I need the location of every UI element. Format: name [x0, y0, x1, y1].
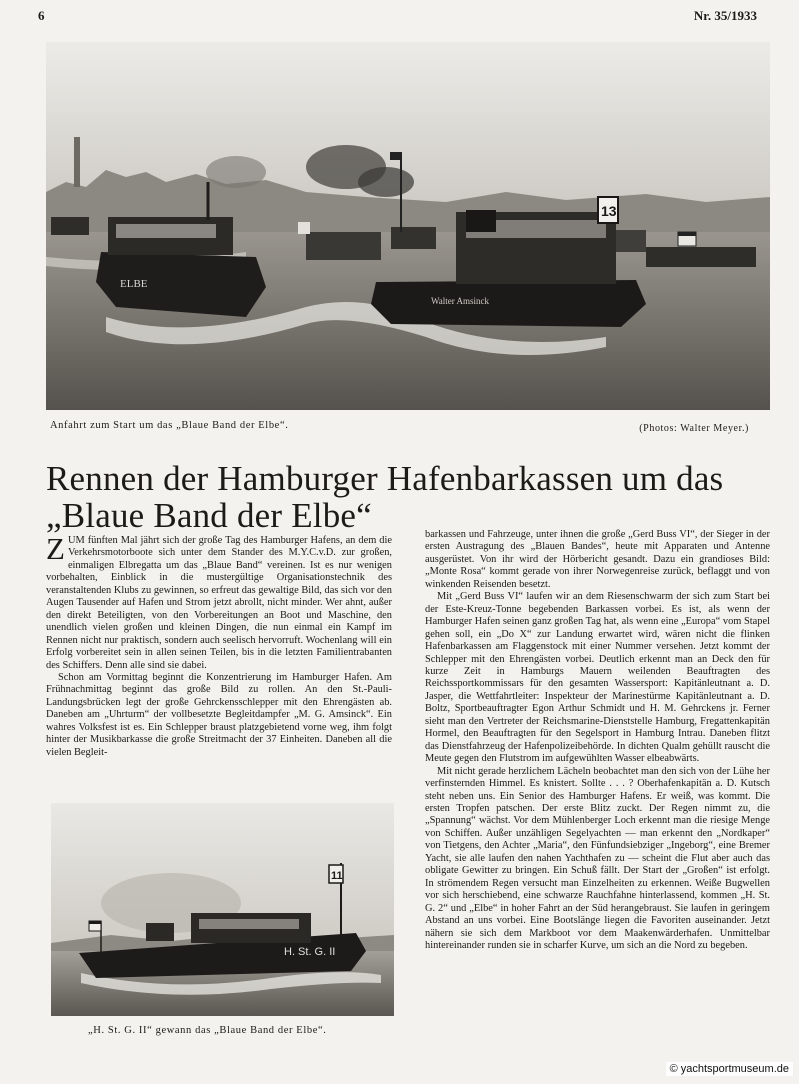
issue-number: Nr. 35/1933: [693, 8, 757, 23]
article-column-right: [425, 529, 770, 952]
photo-harbor-barges-illustration: [46, 42, 770, 410]
boat-label-amsinck: Walter Amsinck: [431, 296, 490, 306]
boat-label-hstg: H. St. G. II: [284, 946, 336, 958]
page-number: 6: [38, 8, 45, 23]
article-title: Rennen der Hamburger Hafenbarkassen um das „Blaue Band der Elbe“: [46, 459, 724, 535]
article-paragraph-0-text: UM fünften Mal jährt sich der große Tag des Hamburger Hafens, an dem die Verkehrsmotorboote sich unter dem Stander des M.Y.C.v.D. zur großen, einmaligen Elbregatta um das „Blaue Band“ vereinen. Ist es nur wenigen vorbehalten, Einblick in die mustergültige Organisationstechnik des veranstaltenden Klubs zu gewinnen, so erfreut das gewaltige Bild, das sich vor den Augen Tausender auf Hafen und Strom jetzt abrollt, nicht minder. Wer ahnt, außer den direkt Beteiligten, von den Vorbereitungen an Boot und Maschine, den unendlich vielen großen und kleinen Dingen, die nun einmal ein Kampf im Rennen nicht nur praktisch, sondern auch seelisch hervorruft. Wochenlang will ein Erfolg vorbereitet sein in allen seinen Teilen, bis in die letzten Familientrabanten des Schiffers. Denn alle sind sie dabei.: [46, 535, 392, 671]
boat-label-11: 11: [331, 870, 343, 882]
article-paragraph-1: Schon am Vormittag beginnt die Konzentrierung im Hamburger Hafen. Am Frühnachmittag beginnt das große Bild zu rollen. An den St.-Pauli-Landungsbrücken legt der große Gehrckensschlepper mit den Ehrengästen ab. Daneben am „Uhrturm“ der vollbesetzte Begleitdampfer „M. G. Amsinck“. Ein wahres Volksfest ist es. Ein Schlepper braust platzgebietend vorne weg, ihm folgt hinter der Musikbarkasse die große Streitmacht der 37 Einheiten. Daneben all die vielen Begleit-: [46, 671, 392, 758]
photo-winning-barge-illustration: [51, 803, 394, 1016]
article-column-left: [46, 531, 392, 759]
article-paragraph-0: [46, 531, 392, 672]
boat-label-elbe: ELBE: [120, 278, 148, 290]
boat-label-13: 13: [601, 203, 617, 219]
watermark: © yachtsportmuseum.de: [666, 1062, 793, 1076]
photo-credit: (Photos: Walter Meyer.): [639, 423, 749, 434]
photo-winning-barge: [51, 803, 394, 1016]
photo-bottom-caption: „H. St. G. II“ gewann das „Blaue Band der Elbe“.: [88, 1025, 327, 1036]
article-paragraph-3: Mit „Gerd Buss VI“ laufen wir an dem Riesenschwarm der sich zum Start bei der Este-Kreuz-Tonne begebenden Barkassen vorbei. Es ist, als wenn der Hamburger Hafen seinen ganz großen Tag hat, als wenn eine „Europa“ vom Stapel gehen soll, ein „Do X“ zur Landung erwartet wird, wären nicht die flinken Hafenbarkassen am Flaggenstock mit einer Nummer versehen. Jetzt kommt der Schlepper mit den Ehrengästen vorbei. Deutlich erkennt man an Deck den für kurze Zeit in Hamburgs Mauern weilenden Beauftragten des Reichssportkommissars für den gesamten Wassersport: Kapitänleutnant a. D. Jasper, die Wettfahrtleiter: Inspekteur der Marinestürme Kapitänleutnant a. D. Boltz, Sportbeauftragter Egon Arthur Schmidt und H. M. Gehrckens jr. Ferner sieht man den Vertreter der Reichsmarine-Dienststelle Hamburg, Fregattenkapitän Hormel, den Beauftragten für den Segelsport in Hamburg Intrau. Daneben flitzt das Dienstfahrzeug der Hafenpolizeibehörde. In dichten Qualm gehüllt rauscht die Meute gegen den Flutstrom im aufgewühlten Wasser elbeabwärts.: [425, 591, 770, 765]
photo-harbor-barges: [46, 42, 770, 410]
drop-cap: Z: [46, 531, 65, 566]
article-paragraph-2: barkassen und Fahrzeuge, unter ihnen die große „Gerd Buss VI“, der Sieger in der ersten Austragung des „Blauen Bandes“, heute mit Apparaten und Antenne ausgerüstet. Von ihr wird der Hörbericht gesandt. Dazu ein grandioses Bild: „Monte Rosa“ kommt gerade von ihrer Norwegenreise zurück, beflaggt und von winkenden Reisenden besetzt.: [425, 529, 770, 590]
article-paragraph-4: Mit nicht gerade herzlichem Lächeln beobachtet man den sich von der Lühe her verfinsternden Himmel. Es knistert. Sollte . . . ? Oberhafenkapitän a. D. Kutsch steht neben uns. Ein Senior des Hamburger Hafens. Er weiß, was kommt. Die ersten Tropfen patschen. Der erste Blitz zuckt. Der Regen nimmt zu, die „Spannung“ wächst. Vor dem Mühlenberger Loch erkennt man die riesige Menge von Schiffen. Außer unzähligen Segelyachten — man erkennt den „Nordkaper“ von Tietgens, den Achter „Maria“, den Fünfundsiebziger „Ingeborg“, eine Bremer Yacht, sie alle laufen den nahen Yachthafen zu — scheint die Flut aber auch das obligate Gewitter zu bringen. Ein Schuß fällt. Der Start der „Großen“ ist erfolgt. In strömendem Regen versucht man Einzelheiten zu erkennen. Weiße Bugwellen vor sich herschiebend, eine schwarze Rauchfahne hinterlassend, kommen „H. St. G. 2“ und „Elbe“ in hoher Fahrt an der Süd herangebraust. Sie laufen in geringem Abstand an uns vorbei. Eine Bootslänge liegen die Favoriten auseinander. Jetzt nähern sie sich dem Markboot vor dem Maakenwärderhafen. Unmittelbar hintereinander runden sie in scharfer Kurve, um sich an die Nord zu begeben.: [425, 765, 770, 951]
photo-top-caption: Anfahrt zum Start um das „Blaue Band der Elbe“.: [50, 420, 289, 431]
